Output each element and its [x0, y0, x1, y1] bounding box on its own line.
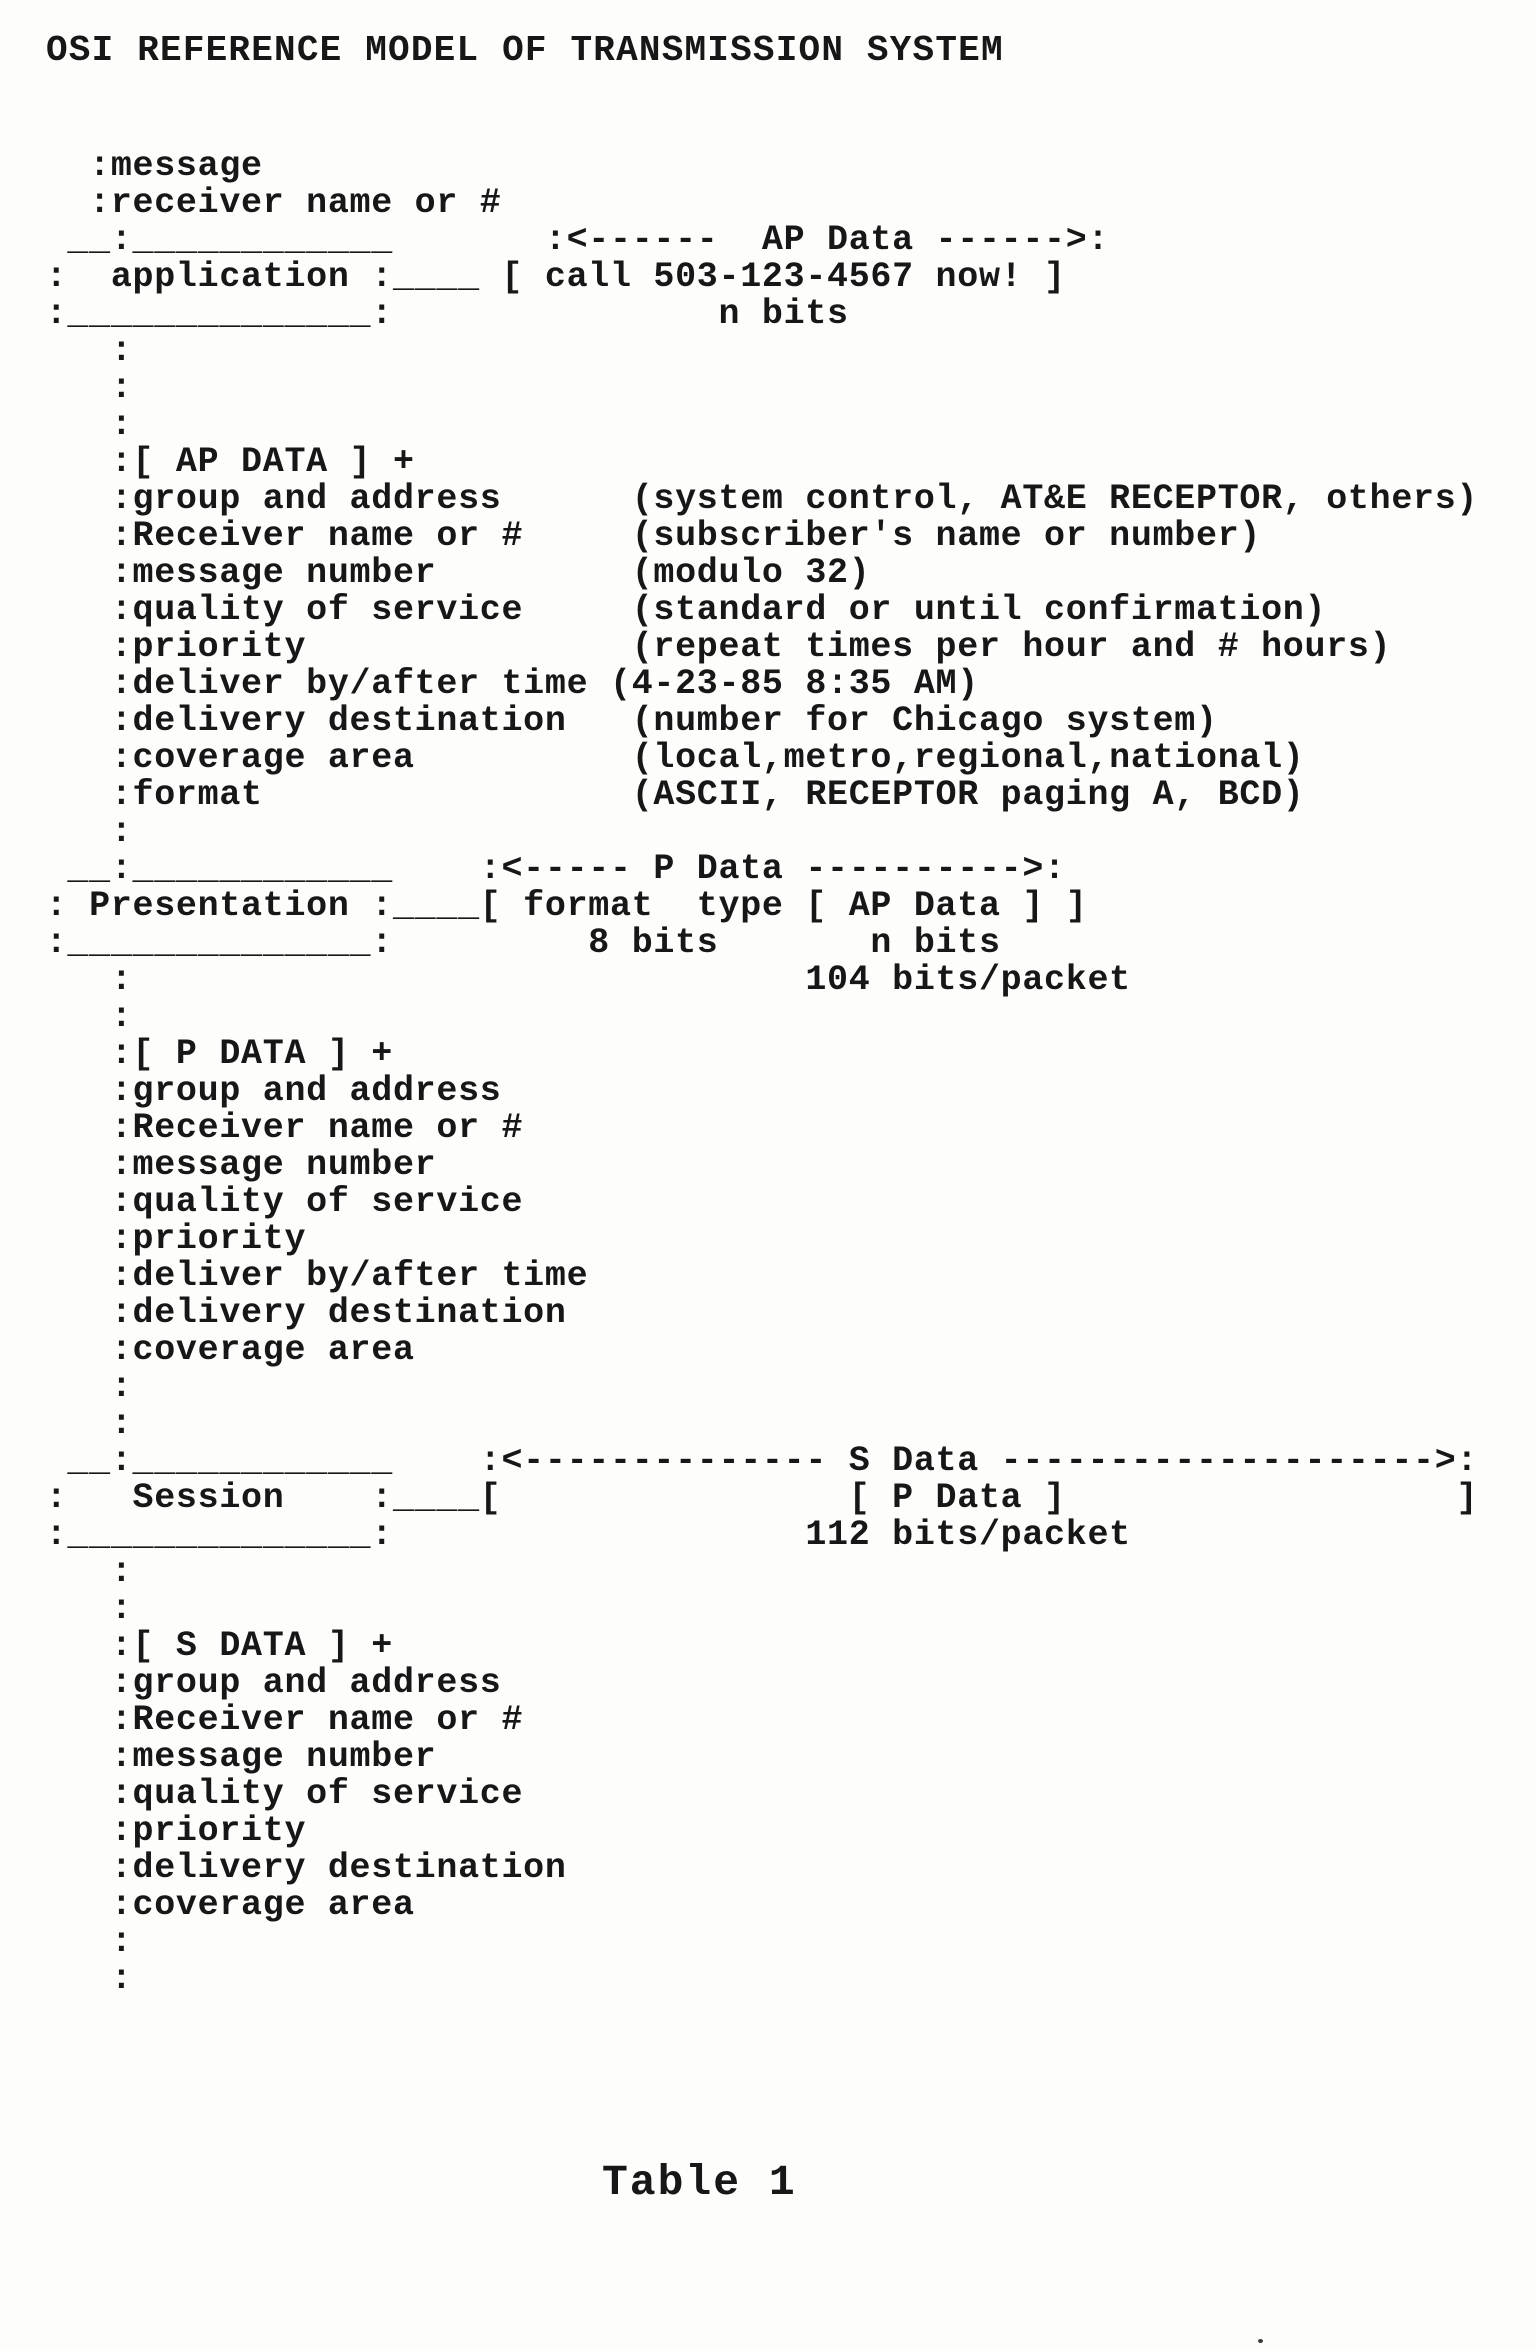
page-title: OSI REFERENCE MODEL OF TRANSMISSION SYSTEM — [46, 30, 1004, 71]
table-caption: Table 1 — [602, 2158, 797, 2207]
presentation-layer-ascii: __:____________ :<----- P Data ---------->: : Presentation :____[ format type [ AP Data ] ] :______________: 8 bits n bits : 104 bits/packet : :[ P DATA ] + :group and address :Receiver name or # :message number :quality of service :priority :deliver by/after time :delivery destination :coverage area : : — [45, 849, 1131, 1444]
session-layer-ascii: __:____________ :<-------------- S Data -------------------->: : Session :____[ [ P Data ] ] :______________: 112 bits/packet : : :[ S DATA ] + :group and address :Receiver name or # :message number :quality of service :priority :delivery destination :coverage area : : — [45, 1441, 1479, 1999]
application-layer-ascii: :message :receiver name or # __:____________ :<------ AP Data ------>: : application :____ [ call 503-123-4567 now! ] :______________: n bits : : : :[ AP DATA ] + :group and address (system control, AT&E RECEPTOR, others) :Receiver name or # (subscriber's name or number) :message number (modulo 32) :quality of service (standard or until confirmation) :priority (repeat times per hour and # hours) :deliver by/after time (4-23-85 8:35 AM) :delivery destination (number for Chicago system) :coverage area (local,metro,regional,national) :format (ASCII, RECEPTOR paging A, BCD) : — [45, 146, 1479, 852]
osi-diagram — [24, 148, 1478, 1998]
scan-artifact-dot — [1258, 2339, 1263, 2343]
